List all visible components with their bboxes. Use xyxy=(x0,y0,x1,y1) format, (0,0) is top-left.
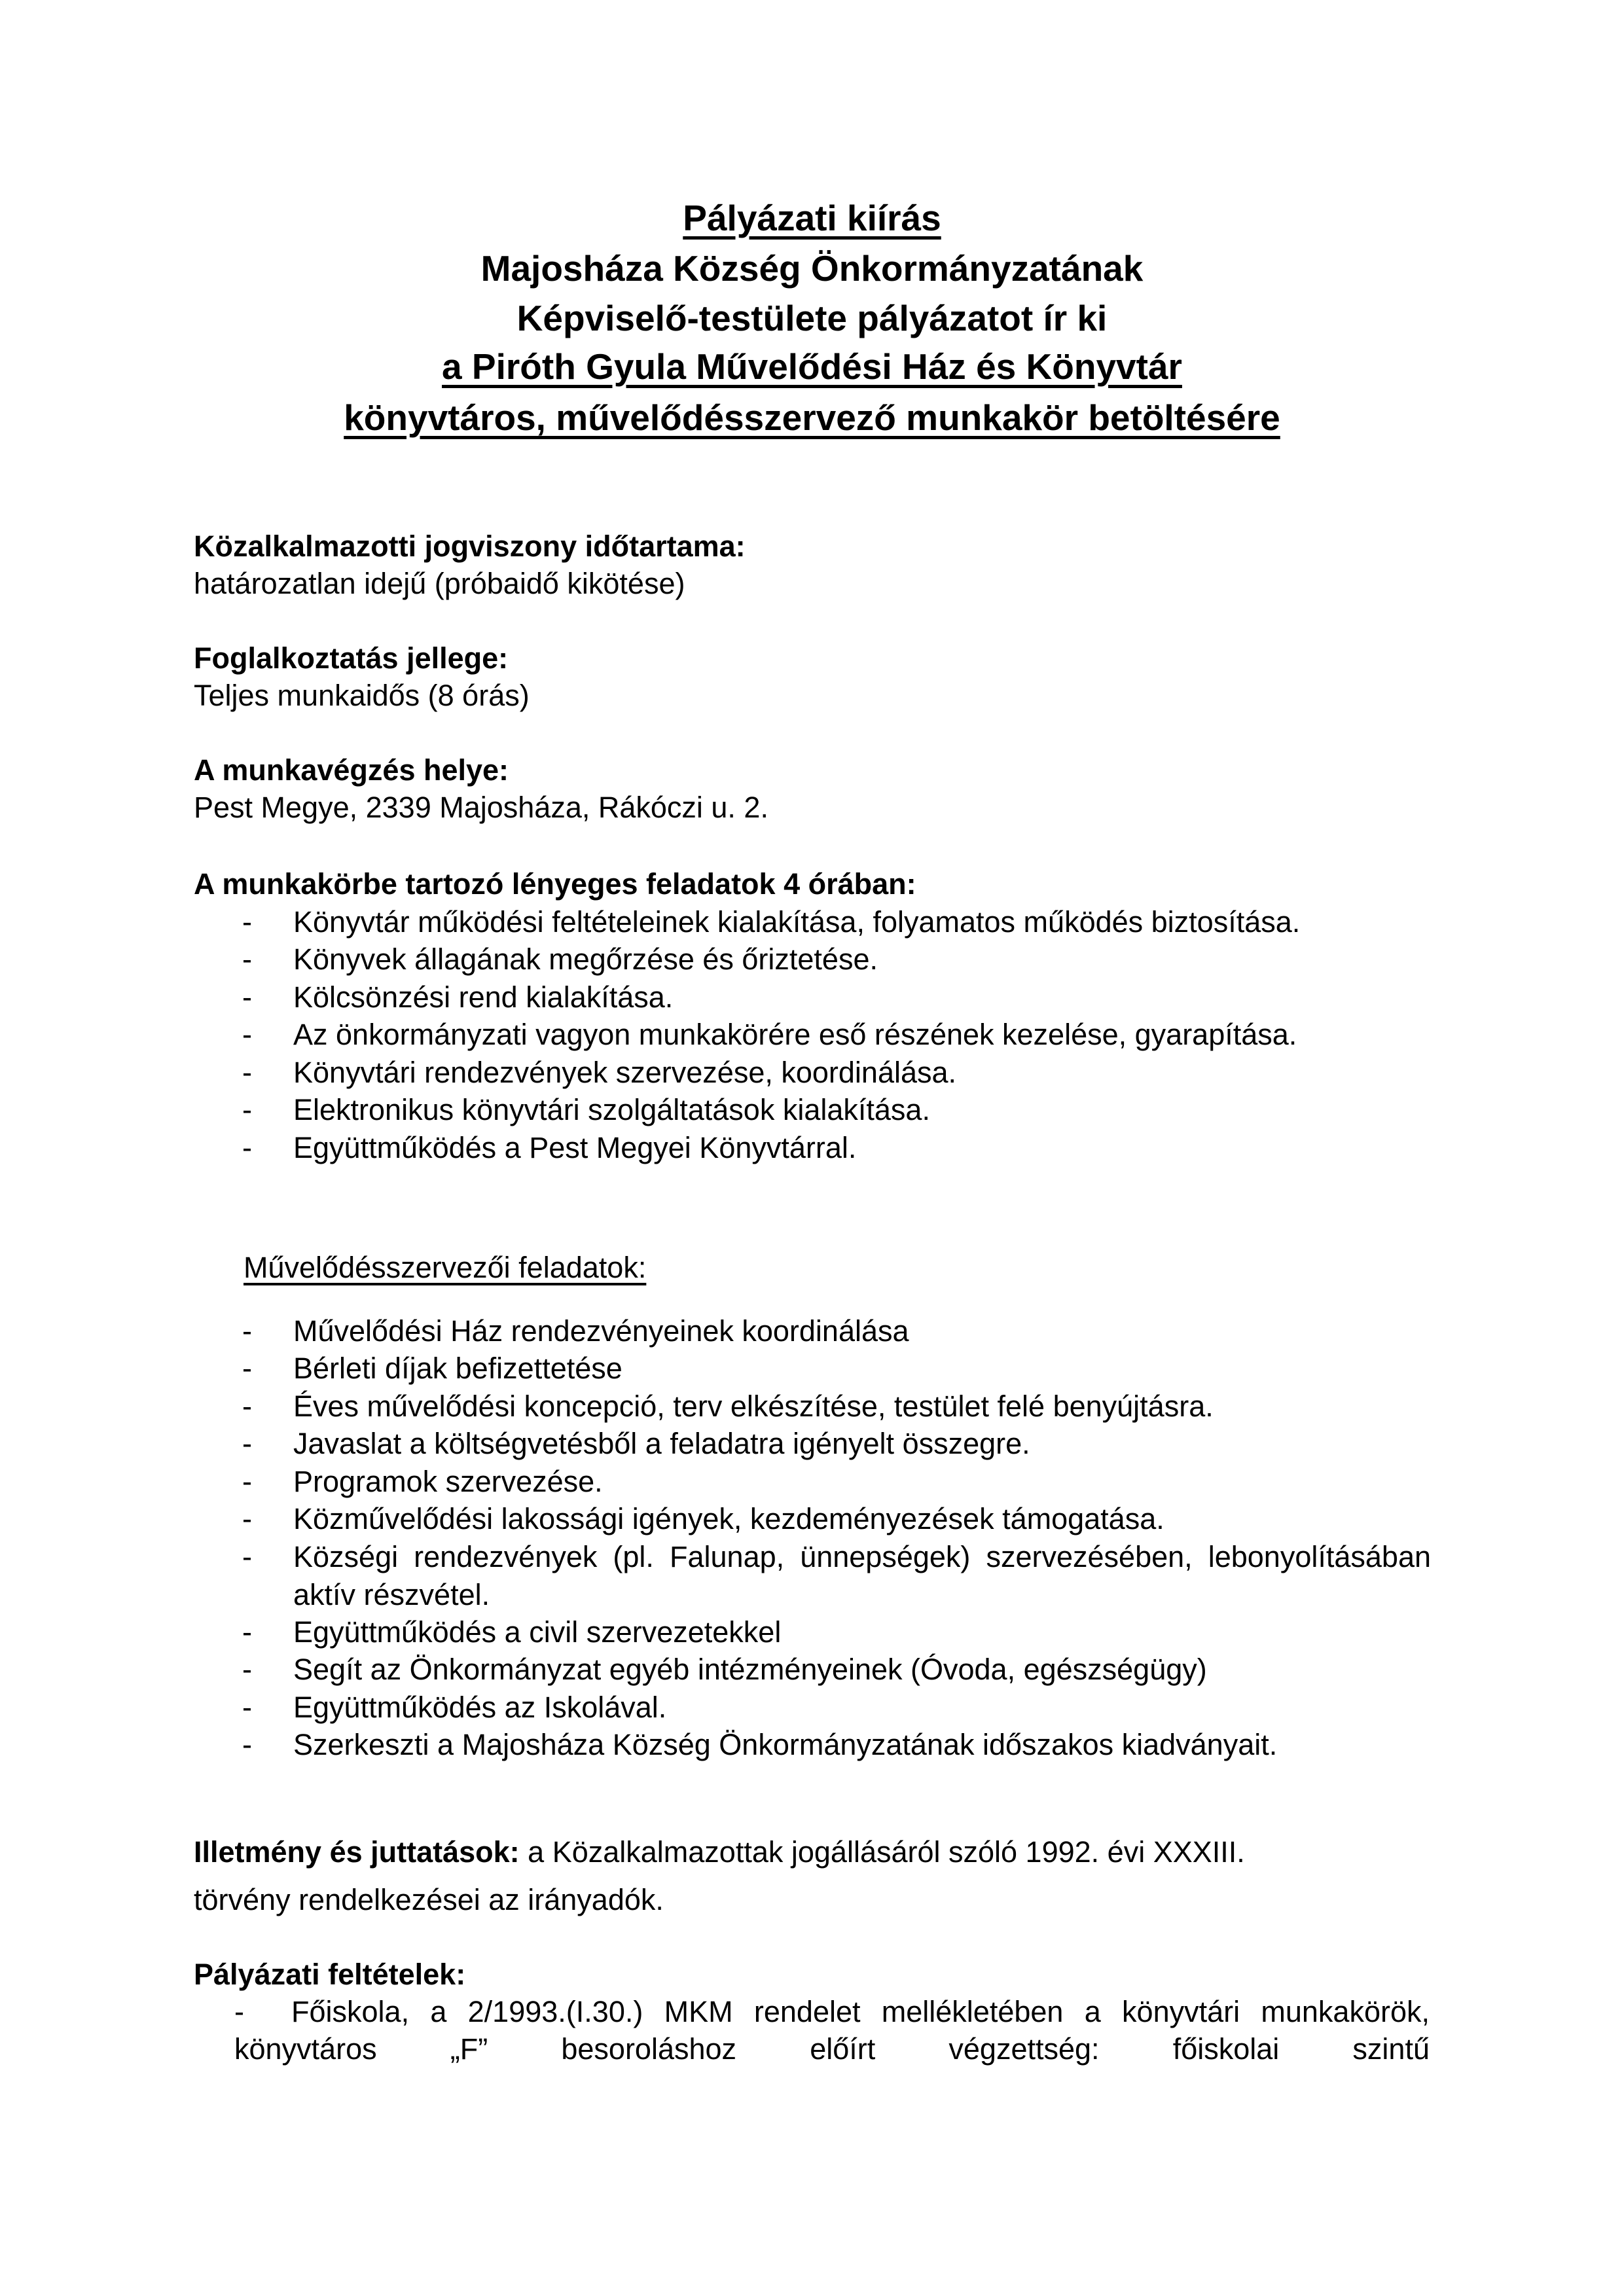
salary-paragraph xyxy=(194,1828,1431,1924)
title-announcement: Képviselő-testülete pályázatot ír ki xyxy=(516,298,1108,338)
bullet-dash: - xyxy=(242,1018,252,1051)
salary-text-line-1: a Közalkalmazottak jogállásáról szóló 1992. évi XXXIII. xyxy=(519,1835,1245,1869)
list-item-text: Elektronikus könyvtári szolgáltatások kialakítása. xyxy=(293,1093,930,1126)
bullet-dash: - xyxy=(242,1540,252,1573)
title-line-3 xyxy=(0,295,1624,342)
employment-heading: Foglalkoztatás jellege: xyxy=(194,641,509,675)
bullet-dash: - xyxy=(242,980,252,1014)
title-position: könyvtáros, művelődésszervező munkakör betöltésére xyxy=(344,397,1280,438)
duration-value: határozatlan idejű (próbaidő kikötése) xyxy=(194,567,685,600)
bullet-dash: - xyxy=(242,1314,252,1348)
title-line-2 xyxy=(0,245,1624,292)
list-item-text: Könyvek állagának megőrzése és őriztetése. xyxy=(293,942,878,976)
list-item-text: Éves művelődési koncepció, terv elkészítése, testület felé benyújtásra. xyxy=(293,1390,1214,1423)
bullet-dash: - xyxy=(242,905,252,939)
title-issuer: Majosháza Község Önkormányzatának xyxy=(480,248,1144,289)
conditions-item xyxy=(234,1993,1430,2068)
bullet-dash: - xyxy=(242,1728,252,1761)
bullet-dash: - xyxy=(242,1615,252,1649)
bullet-dash: - xyxy=(242,1093,252,1126)
duration-heading: Közalkalmazotti jogviszony időtartama: xyxy=(194,529,746,563)
bullet-dash: - xyxy=(242,1502,252,1535)
bullet-dash: - xyxy=(242,1691,252,1724)
list-item-text: Az önkormányzati vagyon munkakörére eső részének kezelése, gyarapítása. xyxy=(293,1018,1297,1051)
bullet-dash: - xyxy=(242,1056,252,1089)
list-item-text: Községi rendezvények (pl. Falunap, ünnepségek) szervezésében, lebonyolításában aktív részvétel. xyxy=(293,1540,1431,1611)
list-item-text: Művelődési Ház rendezvényeinek koordinálása xyxy=(293,1314,909,1348)
list-item-text: Közművelődési lakossági igények, kezdeményezések támogatása. xyxy=(293,1502,1164,1535)
list-item-text: Javaslat a költségvetésből a feladatra igényelt összegre. xyxy=(293,1427,1030,1460)
employment-value: Teljes munkaidős (8 órás) xyxy=(194,679,530,712)
list-item-text: Kölcsönzési rend kialakítása. xyxy=(293,980,674,1014)
list-item-text: Együttműködés a Pest Megyei Könyvtárral. xyxy=(293,1131,857,1164)
bullet-dash: - xyxy=(242,1465,252,1498)
bullet-dash: - xyxy=(242,1427,252,1460)
culture-tasks-heading: Művelődésszervezői feladatok: xyxy=(244,1251,647,1284)
bullet-dash: - xyxy=(242,942,252,976)
bullet-dash: - xyxy=(242,1352,252,1385)
conditions-heading: Pályázati feltételek: xyxy=(194,1958,466,1991)
salary-heading: Illetmény és juttatások: xyxy=(194,1835,520,1869)
tasks-heading: A munkakörbe tartozó lényeges feladatok 4 órában: xyxy=(194,867,916,901)
document-title: Pályázati kiírás xyxy=(683,198,941,238)
list-item-text: Segít az Önkormányzat egyéb intézményeinek (Óvoda, egészségügy) xyxy=(293,1653,1207,1686)
title-institution: a Piróth Gyula Művelődési Ház és Könyvtár xyxy=(442,346,1182,387)
bullet-dash: - xyxy=(242,1131,252,1164)
title-line-4 xyxy=(0,343,1624,390)
list-item-text: Szerkeszti a Majosháza Község Önkormányzatának időszakos kiadványait. xyxy=(293,1728,1278,1761)
list-item-text: Bérleti díjak befizettetése xyxy=(293,1352,623,1385)
list-item-text: Könyvtár működési feltételeinek kialakítása, folyamatos működés biztosítása. xyxy=(293,905,1301,939)
bullet-dash: - xyxy=(234,1995,244,2028)
list-item-text: Programok szervezése. xyxy=(293,1465,603,1498)
title-line-5 xyxy=(0,394,1624,441)
conditions-item-text: Főiskola, a 2/1993.(I.30.) MKM rendelet mellékletében a könyvtári munkakörök, könyvtáros „F” besoroláshoz előírt végzettség: főiskolai szintű xyxy=(234,1995,1430,2066)
salary-text-line-2: törvény rendelkezései az irányadók. xyxy=(194,1883,664,1916)
location-heading: A munkavégzés helye: xyxy=(194,753,509,787)
list-item-text: Együttműködés az Iskolával. xyxy=(293,1691,667,1724)
title-line-1 xyxy=(0,194,1624,242)
list-item-text: Könyvtári rendezvények szervezése, koordinálása. xyxy=(293,1056,957,1089)
location-value: Pest Megye, 2339 Majosháza, Rákóczi u. 2. xyxy=(194,791,768,824)
list-item-text: Együttműködés a civil szervezetekkel xyxy=(293,1615,782,1649)
bullet-dash: - xyxy=(242,1390,252,1423)
bullet-dash: - xyxy=(242,1653,252,1686)
